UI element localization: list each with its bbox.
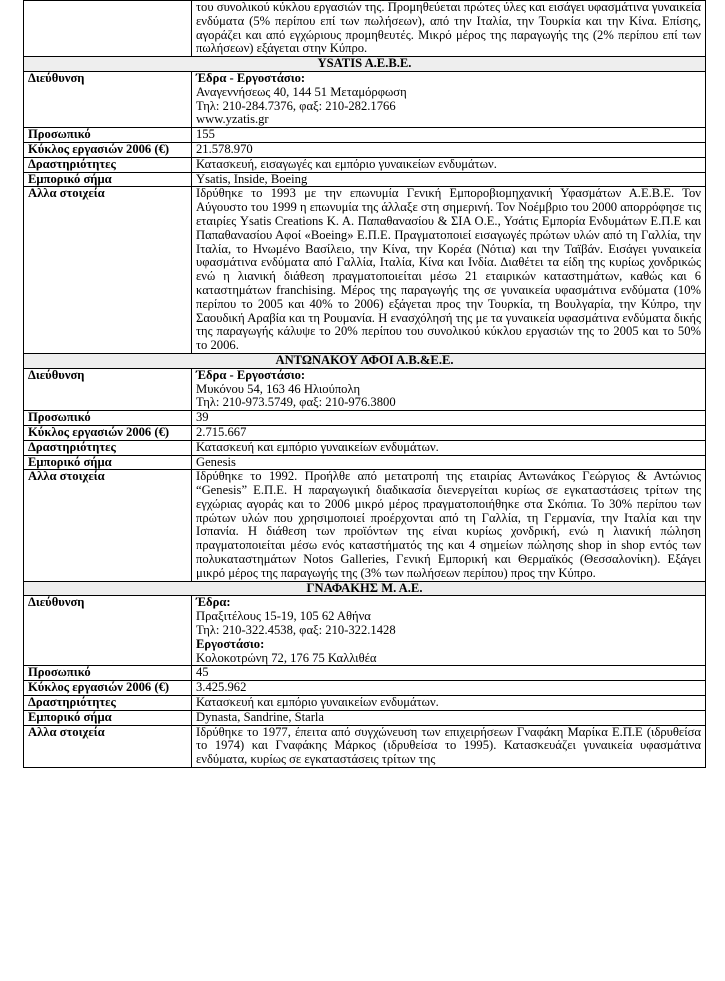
other-label: Αλλα στοιχεία [24, 470, 192, 581]
company-directory-table [23, 0, 706, 768]
website-line: www.yzatis.gr [196, 112, 269, 127]
address-label: Διεύθυνση [24, 368, 192, 410]
activities-label: Δραστηριότητες [24, 157, 192, 172]
other-label: Αλλα στοιχεία [24, 187, 192, 354]
brand-label: Εμπορικό σήμα [24, 710, 192, 725]
staff-value: 155 [192, 128, 706, 143]
address-row [24, 71, 706, 127]
factory-heading: Εργοστάσιο: [196, 636, 265, 651]
activities-label: Δραστηριότητες [24, 440, 192, 455]
company-header-row [24, 581, 706, 596]
turnover-row [24, 425, 706, 440]
address-value [192, 368, 706, 410]
other-value: Ιδρύθηκε το 1992. Προήλθε από μετατροπή της εταιρίας Αντωνάκος Γεώργιος & Αντώνιος “Genesis” Ε.Π.Ε. Η παραγωγική διαδικασία διενεργείται κυρίως σε εγκαταστάσεις τρίτων της εγχώριας αγοράς και το 2006 μικρό μέρος πραγματοποιήθηκε στα Σκόπια. Το 30% περίπου των πρώτων υλών που χρησιμοποιεί προέρχονται από τη Γαλλία, τη Γερμανία, την Ιταλία και την Ισπανία. Η διάθεση των προϊόντων της είναι κυρίως χονδρική, ενώ η λιανική πώληση πραγματοποιείται μέσω ενός καταστήματός της και 4 σημείων πώλησης shop in shop εντός των πολυκαταστημάτων Notos Galleries, Γενική Εμπορική και Θερμαϊκός (Θεσσαλονίκη). Εξάγει μικρό μέρος της παραγωγής της (3% των πωλήσεων περίπου) προς την Κύπρο. [192, 470, 706, 581]
company-name: ΑΝΤΩΝΑΚΟΥ ΑΦΟΙ Α.Β.&Ε.Ε. [24, 353, 706, 368]
brand-row [24, 710, 706, 725]
turnover-label: Κύκλος εργασιών 2006 (€) [24, 425, 192, 440]
brand-label: Εμπορικό σήμα [24, 455, 192, 470]
brand-row [24, 172, 706, 187]
turnover-row [24, 681, 706, 696]
address-line: Αναγεννήσεως 40, 144 51 Μεταμόρφωση [196, 84, 407, 99]
other-row [24, 187, 706, 354]
turnover-label: Κύκλος εργασιών 2006 (€) [24, 142, 192, 157]
address-heading: Έδρα - Εργοστάσιο: [196, 367, 306, 382]
brand-label: Εμπορικό σήμα [24, 172, 192, 187]
intro-text: του συνολικού κύκλου εργασιών της. Προμηθεύεται πρώτες ύλες και εισάγει υφασμάτινα γυναικεία ενδύματα (5% περίπου επί των πωλήσεων), από την Ιταλία, την Τουρκία και την Κίνα. Επίσης, αγοράζει και από εγχώριους προμηθευτές. Μικρό μέρος της παραγωγής της (2% περίπου επί των πωλήσεων) εξάγεται στην Κύπρο. [192, 1, 706, 57]
address-heading: Έδρα: [196, 595, 231, 610]
company-header-row [24, 57, 706, 72]
address-label: Διεύθυνση [24, 596, 192, 666]
activities-label: Δραστηριότητες [24, 696, 192, 711]
phone-line: Τηλ: 210-973.5749, φαξ: 210-976.3800 [196, 395, 396, 410]
activities-value: Κατασκευή, εισαγωγές και εμπόριο γυναικείων ενδυμάτων. [192, 157, 706, 172]
address-row [24, 596, 706, 666]
company-name: YSATIS A.E.B.E. [24, 57, 706, 72]
staff-label: Προσωπικό [24, 666, 192, 681]
brand-row [24, 455, 706, 470]
turnover-value: 21.578.970 [192, 142, 706, 157]
other-label: Αλλα στοιχεία [24, 725, 192, 767]
address-line: Μυκόνου 54, 163 46 Ηλιούπολη [196, 381, 361, 396]
activities-row [24, 157, 706, 172]
turnover-label: Κύκλος εργασιών 2006 (€) [24, 681, 192, 696]
brand-value: Dynasta, Sandrine, Starla [192, 710, 706, 725]
address-label: Διεύθυνση [24, 71, 192, 127]
address-row [24, 368, 706, 410]
staff-label: Προσωπικό [24, 128, 192, 143]
brand-value: Ysatis, Inside, Boeing [192, 172, 706, 187]
other-row [24, 725, 706, 767]
company-name: ΓΝΑΦΑΚΗΣ Μ. Α.Ε. [24, 581, 706, 596]
phone-line: Τηλ: 210-284.7376, φαξ: 210-282.1766 [196, 98, 396, 113]
staff-row [24, 411, 706, 426]
turnover-row [24, 142, 706, 157]
address-line: Πραξιτέλους 15-19, 105 62 Αθήνα [196, 609, 371, 624]
staff-row [24, 128, 706, 143]
company-header-row [24, 353, 706, 368]
turnover-value: 2.715.667 [192, 425, 706, 440]
other-value: Ιδρύθηκε το 1977, έπειτα από συγχώνευση των επιχειρήσεων Γναφάκη Μαρίκα Ε.Π.Ε (ιδρυθείσα το 1974) και Γναφάκης Μάρκος (ιδρυθείσα το 1995). Κατασκευάζει γυναικεία υφασμάτινα ενδύματα, κυρίως σε εγκαταστάσεις τρίτων της [192, 725, 706, 767]
activities-value: Κατασκευή και εμπόριο γυναικείων ενδυμάτων. [192, 696, 706, 711]
turnover-value: 3.425.962 [192, 681, 706, 696]
brand-value: Genesis [192, 455, 706, 470]
staff-value: 39 [192, 411, 706, 426]
factory-address-line: Κολοκοτρώνη 72, 176 75 Καλλιθέα [196, 650, 377, 665]
staff-value: 45 [192, 666, 706, 681]
intro-empty-label [24, 1, 192, 57]
address-value [192, 596, 706, 666]
phone-line: Τηλ: 210-322.4538, φαξ: 210-322.1428 [196, 623, 396, 638]
staff-row [24, 666, 706, 681]
activities-value: Κατασκευή και εμπόριο γυναικείων ενδυμάτων. [192, 440, 706, 455]
activities-row [24, 696, 706, 711]
address-heading: Έδρα - Εργοστάσιο: [196, 70, 306, 85]
activities-row [24, 440, 706, 455]
staff-label: Προσωπικό [24, 411, 192, 426]
other-row [24, 470, 706, 581]
other-value: Ιδρύθηκε το 1993 με την επωνυμία Γενική Εμποροβιομηχανική Υφασμάτων Α.Ε.Β.Ε. Τον Αύγουστο του 1999 η επωνυμία της άλλαξε στη σημερινή. Τον Νοέμβριο του 2000 απορρόφησε τις εταιρίες Ysatis Creations Κ. Α. Παπαθανασίου & ΣΙΑ Ο.Ε., Υσάτις Εμπορία Ενδυμάτων Ε.Π.Ε και Παπαθανασίου Αφοί «Boeing» Ε.Π.Ε. Πραγματοποιεί εισαγωγές πρώτων υλών από τη Γαλλία, την Ιταλία, το Ηνωμένο Βασίλειο, την Κίνα, την Κορέα (Νότια) και την Ταϊβάν. Εισάγει γυναικεία υφασμάτινα ενδύματα από Γαλλία, Ιταλία, Κίνα και Ινδία. Διαθέτει τα είδη της κυρίως χονδρικώς ενώ η λιανική διάθεση πραγματοποιείται μέσω 21 εταιρικών καταστημάτων, καθώς και 6 καταστημάτων franchising. Μέρος της παραγωγής της σε γυναικεία υφασμάτινα ενδύματα (10% περίπου το 2005 και 40% το 2006) εξάγεται προς την Τουρκία, τη Βουλγαρία, την Κύπρο, την Σαουδική Αραβία και τη Ρουμανία. Η ενασχόλησή της με τα γυναικεία υφασμάτινα ενδύματα δικής της παραγωγής κάλυψε το 20% περίπου του συνολικού κύκλου εργασιών της το 2005 και το 50% το 2006. [192, 187, 706, 354]
address-value [192, 71, 706, 127]
intro-row [24, 1, 706, 57]
